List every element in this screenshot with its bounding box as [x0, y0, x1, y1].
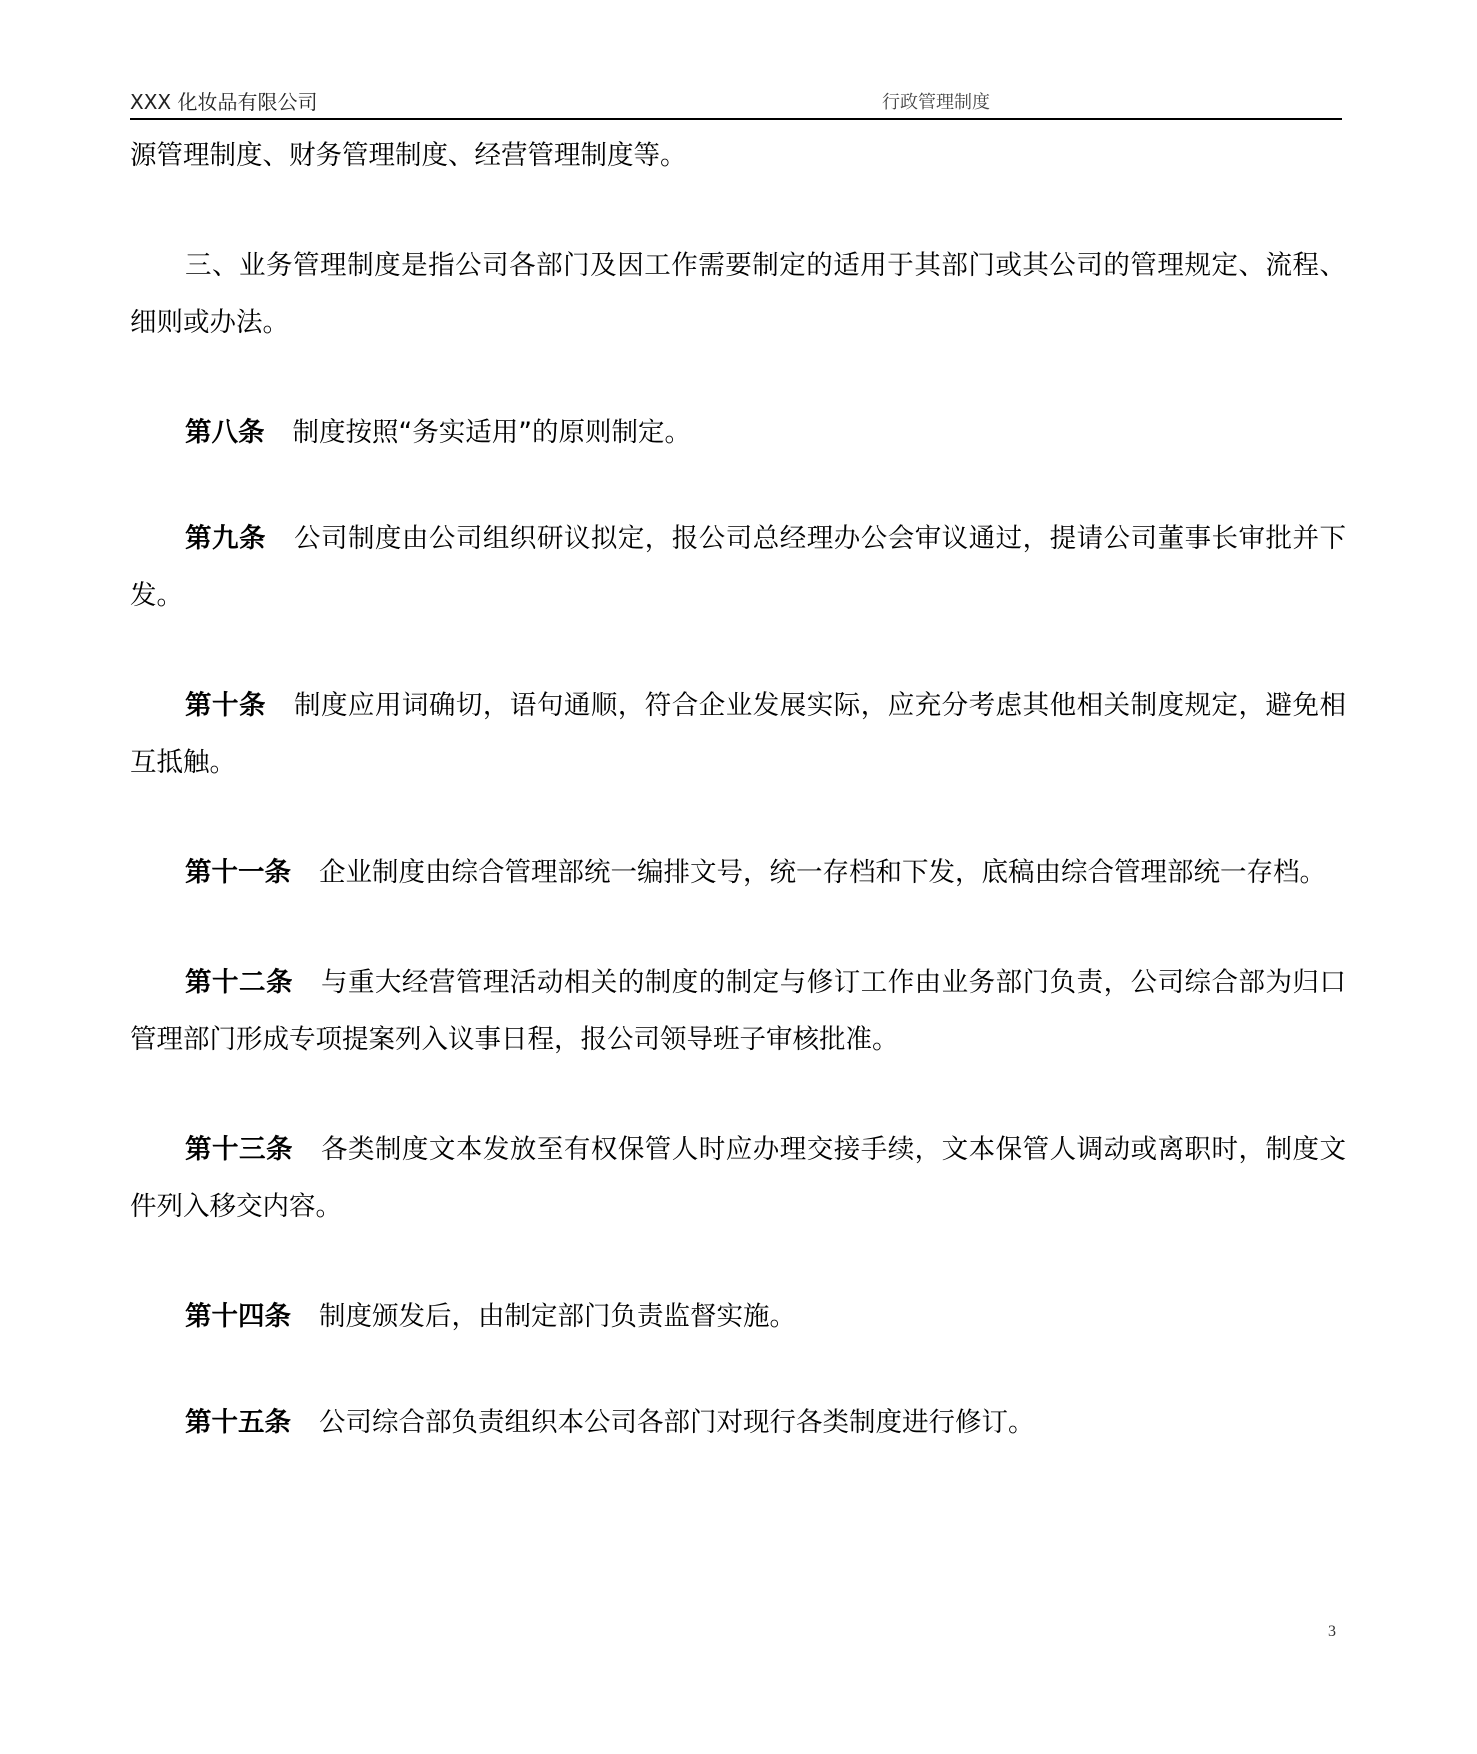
- article-text: 各类制度文本发放至有权保管人时应办理交接手续，文本保管人调动或离职时，制度文件列入移交内容。: [130, 1134, 1347, 1222]
- article-number: 第十条: [185, 690, 266, 721]
- header-document-title: 行政管理制度: [882, 92, 990, 113]
- article-text: 制度按照“务实适用”的原则制定。: [292, 417, 691, 448]
- article-13: [130, 1121, 1346, 1235]
- article-number: 第八条: [185, 417, 265, 448]
- item-three-paragraph: 三、业务管理制度是指公司各部门及因工作需要制定的适用于其部门或其公司的管理规定、流程、细则或办法。: [130, 250, 1346, 338]
- article-number: 第十一条: [185, 857, 291, 888]
- article-number: 第十四条: [185, 1301, 291, 1332]
- document-body: [130, 127, 1346, 1451]
- article-14: [130, 1288, 1346, 1345]
- article-text: 公司综合部负责组织本公司各部门对现行各类制度进行修订。: [319, 1407, 1035, 1438]
- continuation-paragraph: 源管理制度、财务管理制度、经营管理制度等。: [130, 140, 687, 171]
- article-12: [130, 954, 1346, 1068]
- article-text: 公司制度由公司组织研议拟定，报公司总经理办公会审议通过，提请公司董事长审批并下发。: [130, 523, 1347, 611]
- article-number: 第十二条: [185, 967, 293, 998]
- article-number: 第九条: [185, 523, 266, 554]
- article-10: [130, 677, 1346, 791]
- article-15: [130, 1394, 1346, 1451]
- article-11: [130, 844, 1346, 901]
- article-number: 第十五条: [185, 1407, 291, 1438]
- article-text: 企业制度由综合管理部统一编排文号，统一存档和下发，底稿由综合管理部统一存档。: [319, 857, 1326, 888]
- header-company-name: XXX 化妆品有限公司: [130, 90, 318, 114]
- article-8: [130, 404, 1346, 461]
- article-text: 制度应用词确切，语句通顺，符合企业发展实际，应充分考虑其他相关制度规定，避免相互抵触。: [130, 690, 1347, 778]
- article-number: 第十三条: [185, 1134, 293, 1165]
- page-number: 3: [1328, 1623, 1336, 1640]
- article-text: 制度颁发后，由制定部门负责监督实施。: [319, 1301, 796, 1332]
- article-text: 与重大经营管理活动相关的制度的制定与修订工作由业务部门负责，公司综合部为归口管理部门形成专项提案列入议事日程，报公司领导班子审核批准。: [130, 967, 1347, 1055]
- article-9: [130, 510, 1346, 624]
- page-header: [130, 90, 1342, 120]
